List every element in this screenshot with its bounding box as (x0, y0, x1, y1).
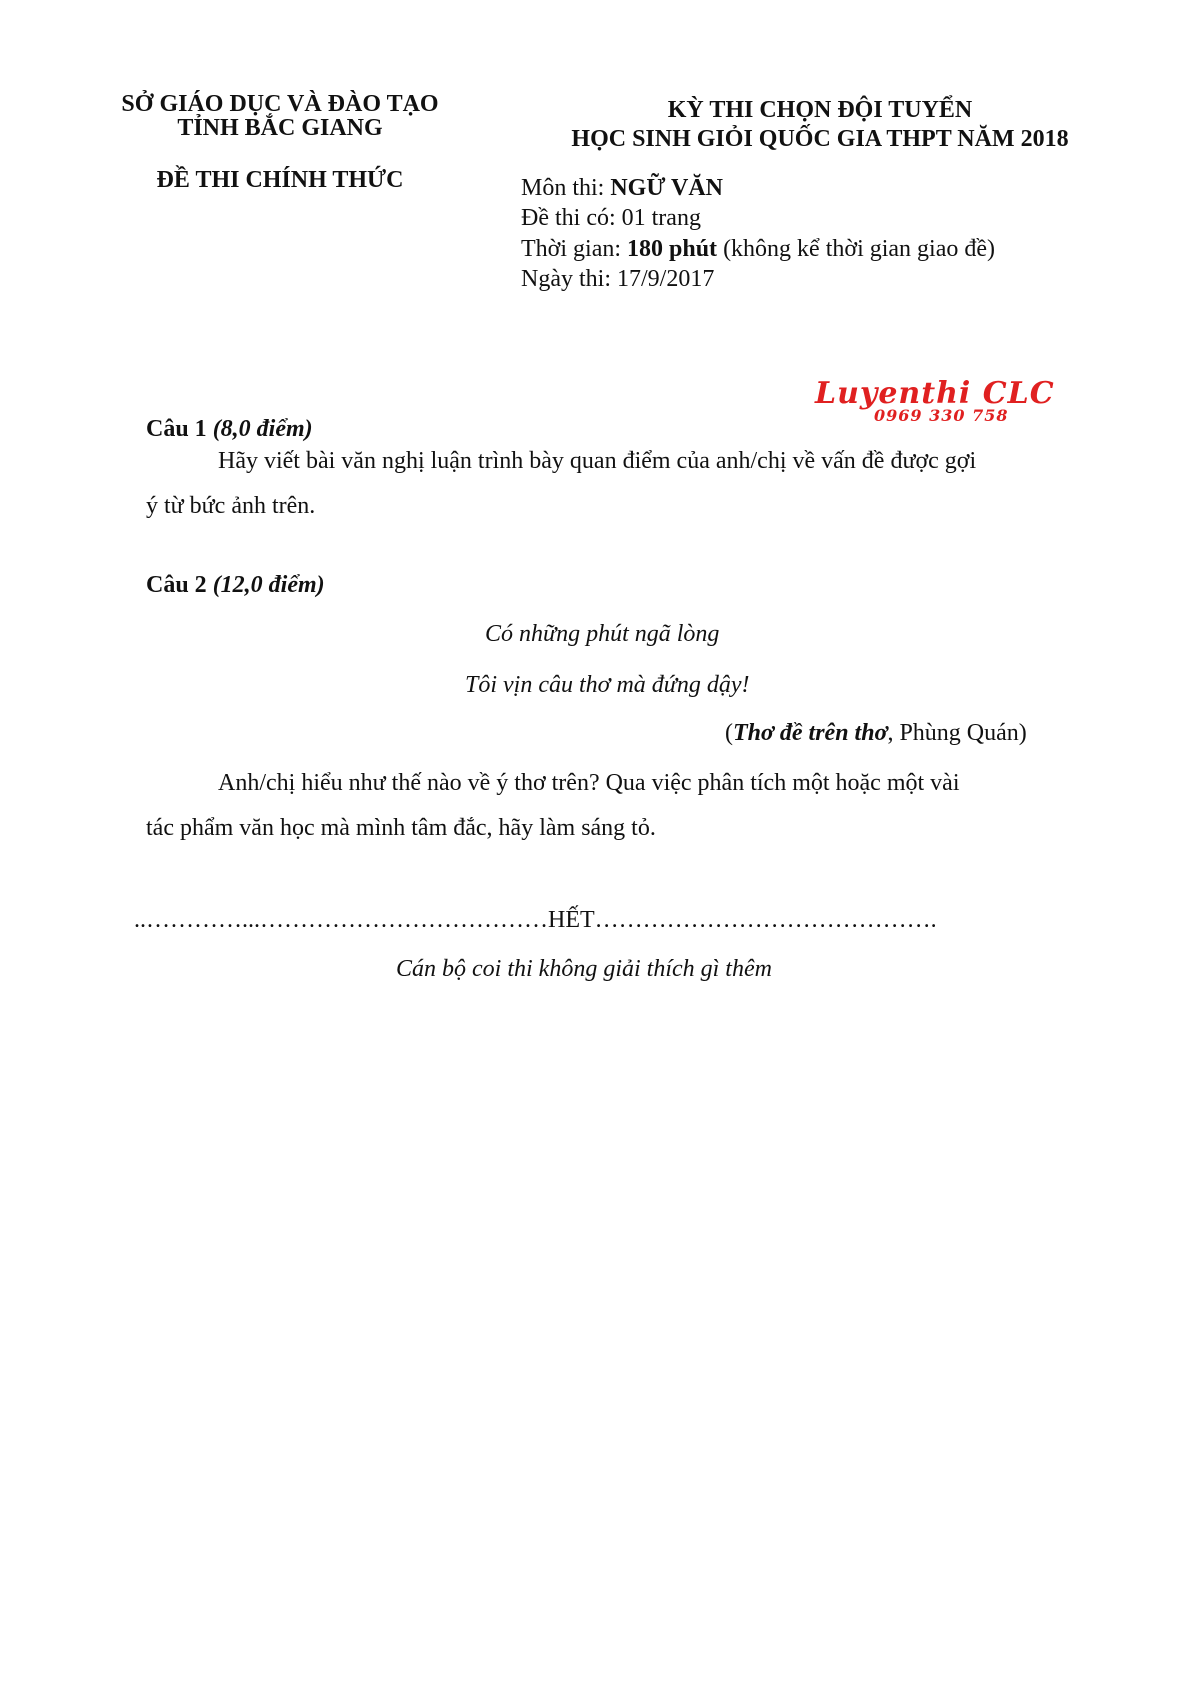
question1-heading (146, 416, 313, 443)
exam-time (521, 235, 995, 264)
question2-points: (12,0 điểm) (212, 572, 325, 598)
proctor-note: Cán bộ coi thi không giải thích gì thêm (396, 956, 772, 982)
verse-source (725, 720, 1027, 747)
source-author: , Phùng Quán) (887, 720, 1027, 746)
question1-label: Câu 1 (146, 416, 207, 442)
exam-date: Ngày thi: 17/9/2017 (521, 266, 715, 292)
province-name: TỈNH BẮC GIANG (177, 115, 383, 141)
question2-text-line1: Anh/chị hiểu như thế nào về ý thơ trên? Qua việc phân tích một hoặc một vài (218, 770, 960, 796)
exam-pages: Đề thi có: 01 trang (521, 205, 701, 231)
watermark-logo: Luyenthi CLC (815, 376, 1055, 411)
subject-label: Môn thi: (521, 175, 611, 201)
subject-value: NGỮ VĂN (610, 175, 724, 201)
exam-title: KỲ THI CHỌN ĐỘI TUYỂN (667, 97, 973, 123)
department-name: SỞ GIÁO DỤC VÀ ĐÀO TẠO (121, 91, 439, 117)
question2-label: Câu 2 (146, 572, 207, 598)
question2-heading (146, 572, 325, 599)
end-line: ..…………...………………………………HẾT……………………………………. (134, 907, 937, 933)
exam-subtitle: HỌC SINH GIỎI QUỐC GIA THPT NĂM 2018 (571, 126, 1069, 152)
verse-line-1: Có những phút ngã lòng (485, 621, 720, 647)
time-note: (không kể thời gian giao đề) (717, 236, 996, 262)
source-title: Thơ đề trên thơ (733, 720, 888, 746)
source-open: ( (725, 720, 733, 746)
verse-line-2: Tôi vịn câu thơ mà đứng dậy! (465, 672, 750, 698)
official-exam-label: ĐỀ THI CHÍNH THỨC (156, 167, 404, 193)
question1-text-line2: ý từ bức ảnh trên. (146, 493, 316, 519)
time-value: 180 phút (627, 236, 718, 262)
watermark-phone: 0969 330 758 (874, 406, 1009, 425)
question2-text-line2: tác phẩm văn học mà mình tâm đắc, hãy làm sáng tỏ. (146, 815, 656, 841)
question1-points: (8,0 điểm) (212, 416, 313, 442)
exam-subject (521, 174, 723, 203)
question1-text-line1: Hãy viết bài văn nghị luận trình bày quan điểm của anh/chị về vấn đề được gợi (218, 448, 977, 474)
time-label: Thời gian: (521, 236, 628, 262)
